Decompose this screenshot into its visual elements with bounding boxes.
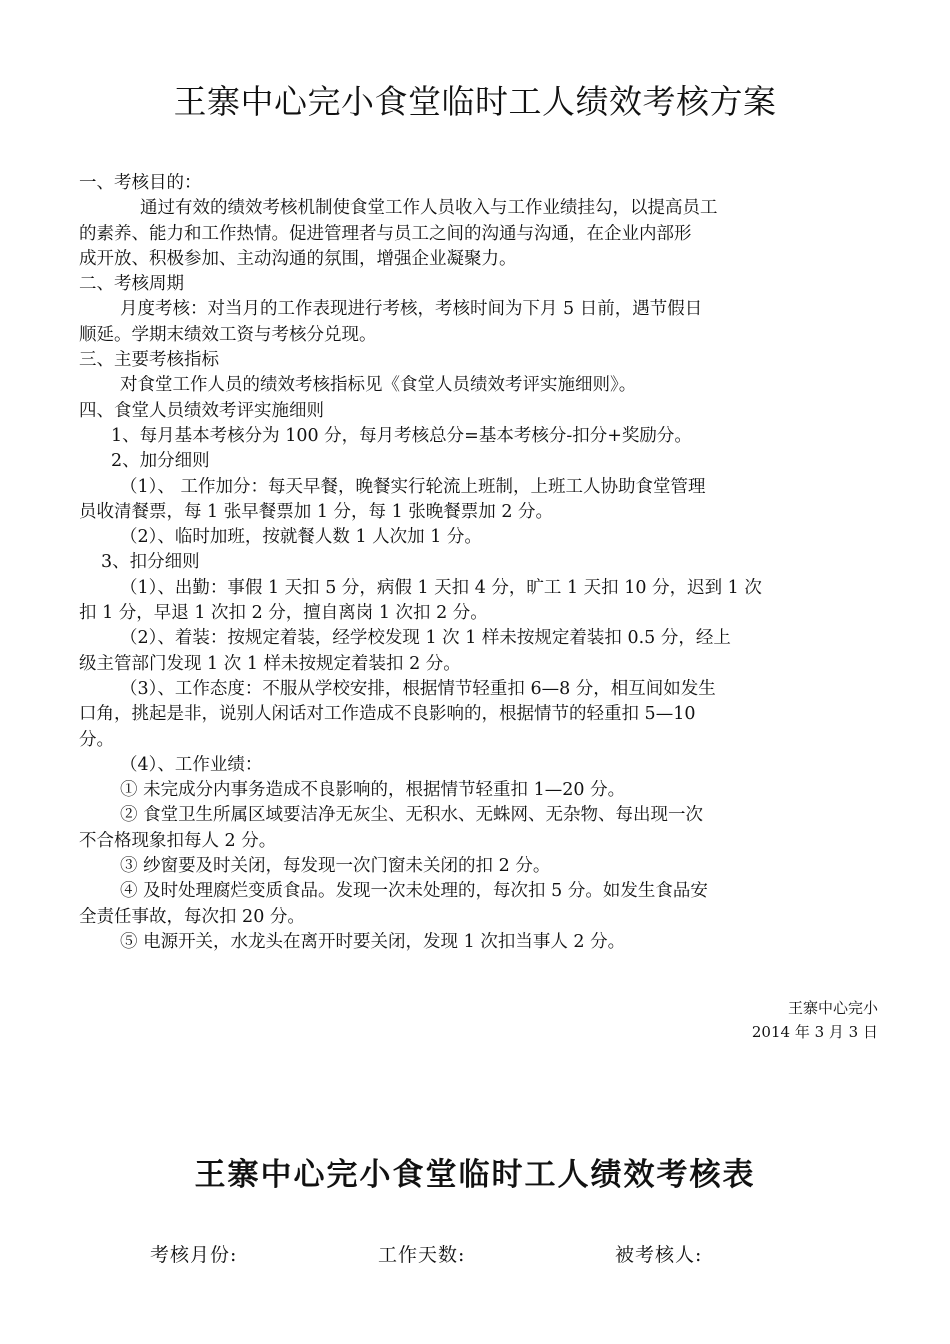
body-line: 通过有效的绩效考核机制使食堂工作人员收入与工作业绩挂勾，以提高员工 [140,198,718,219]
body-line: 扣 1 分，早退 1 次扣 2 分，擅自离岗 1 次扣 2 分。 [79,603,488,624]
section-heading-cycle: 二、考核周期 [79,274,184,295]
body-line: 口角，挑起是非，说别人闲话对工作造成不良影响的，根据情节的轻重扣 5—10 [79,704,696,725]
section-heading-purpose: 一、考核目的： [79,173,202,193]
body-line: （2）、临时加班，按就餐人数 1 人次加 1 分。 [120,527,482,548]
body-line: （1）、 工作加分：每天早餐，晚餐实行轮流上班制，上班工人协助食堂管理 [120,476,706,497]
body-line: 分。 [79,729,114,750]
subsection-heading-deduction: 3、扣分细则 [101,552,200,573]
body-line: ③ 纱窗要及时关闭，每发现一次门窗未关闭的扣 2 分。 [120,856,551,877]
form-title: 王寨中心完小食堂临时工人绩效考核表 [194,1157,756,1193]
body-line: （1）、出勤：事假 1 天扣 5 分，病假 1 天扣 4 分，旷工 1 天扣 10 分，迟到 1 次 [120,577,762,598]
body-line: 顺延。学期末绩效工资与考核分兑现。 [79,324,377,345]
subsection-heading-bonus: 2、加分细则 [111,451,210,472]
signature-block [752,996,878,1044]
body-line: 月度考核：对当月的工作表现进行考核，考核时间为下月 5 日前，遇节假日 [120,299,703,320]
body-line: 全责任事故，每次扣 20 分。 [79,906,305,927]
body-line: （2）、着装：按规定着装，经学校发现 1 次 1 样未按规定着装扣 0.5 分，经上 [120,628,731,649]
body-line: ① 未完成分内事务造成不良影响的，根据情节轻重扣 1—20 分。 [120,780,626,801]
signature-date: 2014 年 3 月 3 日 [751,1023,878,1041]
body-line: ④ 及时处理腐烂变质食品。发现一次未处理的，每次扣 5 分。如发生食品安 [120,881,708,902]
plan-body [79,171,879,955]
signature-org: 王寨中心完小 [787,999,878,1017]
body-line: ⑤ 电源开关，水龙头在离开时要关闭，发现 1 次扣当事人 2 分。 [120,931,626,952]
month-field-label: 考核月份: [150,1244,238,1266]
plan-title: 王寨中心完小食堂临时工人绩效考核方案 [173,82,777,121]
body-line: 的素养、能力和工作热情。促进管理者与员工之间的沟通与沟通，在企业内部形 [79,223,692,244]
body-line: 成开放、积极参加、主动沟通的氛围，增强企业凝聚力。 [79,248,517,269]
section-heading-rules: 四、食堂人员绩效考评实施细则 [79,400,324,421]
body-line: ② 食堂卫生所属区域要洁净无灰尘、无积水、无蛛网、无杂物、每出现一次 [120,805,704,826]
workdays-field-label: 工作天数: [378,1244,466,1266]
body-line: （3）、工作态度：不服从学校安排，根据情节轻重扣 6—8 分，相互间如发生 [120,678,716,699]
body-line: 对食堂工作人员的绩效考核指标见《食堂人员绩效考评实施细则》。 [120,375,637,396]
body-line: 1、每月基本考核分为 100 分，每月考核总分=基本考核分-扣分+奖励分。 [111,425,692,446]
body-line: 级主管部门发现 1 次 1 样未按规定着装扣 2 分。 [79,653,461,674]
body-line: 员收清餐票，每 1 张早餐票加 1 分，每 1 张晚餐票加 2 分。 [79,501,554,522]
body-line: 不合格现象扣每人 2 分。 [79,830,277,851]
body-line: （4）、工作业绩： [120,754,263,775]
assessee-field-label: 被考核人: [615,1244,703,1266]
section-heading-indicators: 三、主要考核指标 [79,350,219,371]
